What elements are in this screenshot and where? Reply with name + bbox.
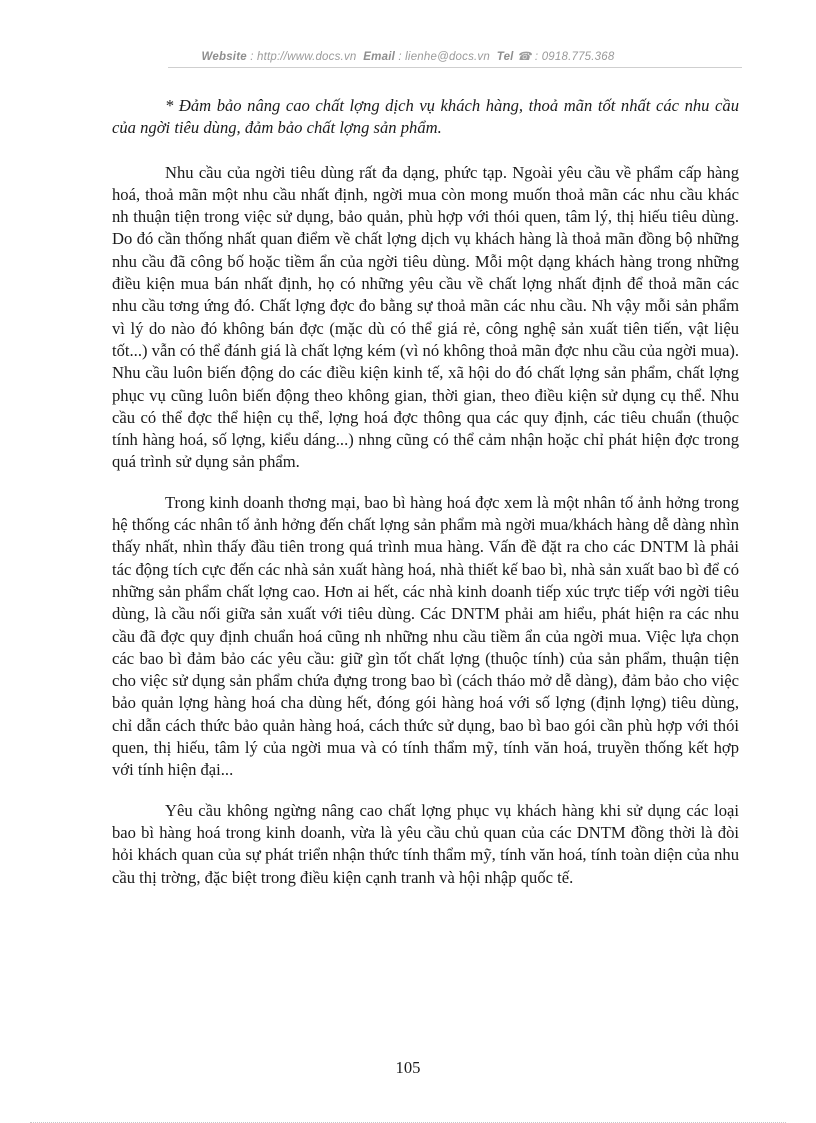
page-number: 105 <box>395 1058 421 1077</box>
email-label: Email <box>363 51 395 63</box>
tel-value: ☎ : 0918.775.368 <box>516 51 615 63</box>
website-label: Website <box>201 51 247 63</box>
tel-label: Tel <box>496 51 514 63</box>
website-value: : http://www.docs.vn <box>250 51 357 63</box>
lead-paragraph: * Đảm bảo nâng cao chất lợng dịch vụ khách hàng, thoả mãn tốt nhất các nhu cầu của ngời tiêu dùng, đảm bảo chất lợng sản phẩm. <box>112 96 739 138</box>
email-value: : lienhe@docs.vn <box>398 51 490 63</box>
header-divider <box>168 67 742 68</box>
body-paragraph: Nhu cầu của ngời tiêu dùng rất đa dạng, phức tạp. Ngoài yêu cầu về phẩm cấp hàng hoá, thoả mãn một nhu cầu nhất định, ngời mua còn mong muốn thoả mãn các nhu cầu khác nh thuận tiện trong việc sử dụng, bảo quản, phù hợp với thói quen, tâm lý, thị hiếu tiêu dùng. Do đó cần thống nhất quan điểm về chất lợng dịch vụ khách hàng là thoả mãn đồng bộ những nhu cầu đã công bố hoặc tiềm ẩn của ngời tiêu dùng. Mỗi một dạng khách hàng trong những điều kiện mua bán nhất định, họ có những yêu cầu về chất lợng nhất định để thoả mãn các nhu cầu tơng ứng đó. Chất lợng đợc đo bằng sự thoả mãn các nhu cầu. Nh vậy mỗi sản phẩm vì lý do nào đó không bán đợc (mặc dù có thể giá rẻ, công nghệ sản xuất tiên tiến, vật liệu tốt...) vẫn có thể đánh giá là chất lợng kém (vì nó không thoả mãn đợc nhu cầu của ngời mua). Nhu cầu luôn biến động do các điều kiện kinh tế, xã hội do đó chất lợng sản phẩm, chất lợng phục vụ cũng luôn biến động theo không gian, thời gian, theo điều kiện sử dụng cụ thể. Nhu cầu có thể đợc thể hiện cụ thể, lợng hoá đợc thông qua các quy định, các tiêu chuẩn (thuộc tính hàng hoá, số lợng, kiểu dáng...) nhng cũng có thể cảm nhận hoặc chỉ phát hiện đợc trong quá trình sử dụng sản phẩm. <box>112 162 739 472</box>
body-paragraph: Trong kinh doanh thơng mại, bao bì hàng hoá đợc xem là một nhân tố ảnh hởng trong hệ thống các nhân tố ảnh hởng đến chất lợng sản phẩm mà ngời mua/khách hàng dễ dàng nhìn thấy nhất, nhìn thấy đầu tiên trong quá trình mua hàng. Vấn đề đặt ra cho các DNTM là phải tác động tích cực đến các nhà sản xuất hàng hoá, nhà thiết kế bao bì, nhà sản xuất bao bì để có những sản phẩm chất lợng cao. Hơn ai hết, các nhà kinh doanh tiếp xúc trực tiếp với ngời tiêu dùng, là cầu nối giữa sản xuất với tiêu dùng. Các DNTM phải am hiểu, phát hiện ra các nhu cầu đã đợc quy định chuẩn hoá cũng nh những nhu cầu tiềm ẩn của ngời mua. Việc lựa chọn các bao bì đảm bảo các yêu cầu: giữ gìn tốt chất lợng (thuộc tính) của sản phẩm, thuận tiện cho việc sử dụng sản phẩm chứa đựng trong bao bì (cách tháo mở dễ dàng), đảm bảo cho việc bảo quản lợng hàng hoá cha dùng hết, đóng gói hàng hoá với số lợng (định lợng) tiêu dùng, chỉ dẫn cách thức bảo quản hàng hoá, cách thức sử dụng, bao bì bao gói cần phù hợp với thói quen, thị hiếu, tâm lý của ngời mua và có tính thẩm mỹ, tính văn hoá, truyền thống kết hợp với tính hiện đại... <box>112 492 739 780</box>
page-header <box>0 49 816 63</box>
page-body <box>112 95 739 907</box>
body-paragraph: Yêu cầu không ngừng nâng cao chất lợng phục vụ khách hàng khi sử dụng các loại bao bì hàng hoá trong kinh doanh, vừa là yêu cầu chủ quan của các DNTM đồng thời là đòi hỏi khách quan của sự phát triển nhận thức tính thẩm mỹ, tính văn hoá, tính toàn diện của nhu cầu thị trờng, đặc biệt trong điều kiện cạnh tranh và hội nhập quốc tế. <box>112 800 739 887</box>
